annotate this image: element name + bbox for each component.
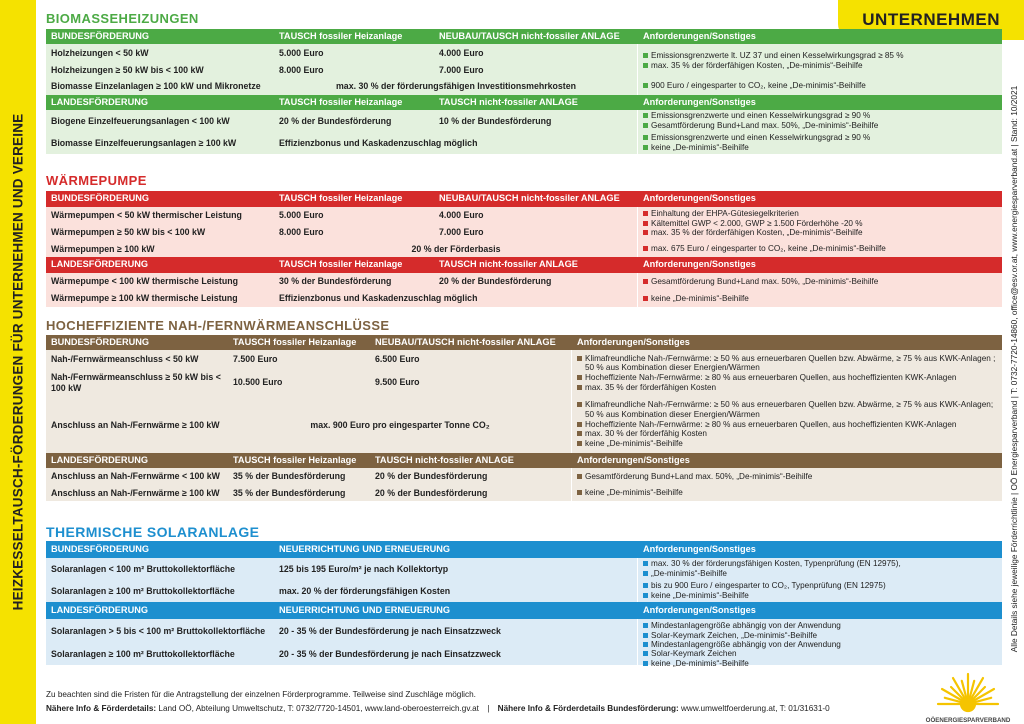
row-value-a: 35 % der Bundesförderung (233, 471, 346, 482)
requirement-item: keine „De-minimis“-Beihilfe (577, 439, 997, 449)
row-label: Wärmepumpe ≥ 100 kW thermische Leistung (51, 293, 238, 304)
requirement-item: Klimafreundliche Nah-/Fernwärme: ≥ 50 % aus erneuerbaren Quellen bzw. Abwärme, ≥ 75 % aus KWK-Anlagen ; 50 % aus Kombination dieser Energien/Wärmen (577, 354, 997, 373)
right-info-bar (1004, 48, 1024, 690)
header-cell: Anforderungen/Sonstiges (643, 96, 756, 107)
header-cell: Anforderungen/Sonstiges (577, 336, 690, 347)
header-cell: LANDESFÖRDERUNG (51, 604, 148, 615)
divider (637, 558, 638, 580)
row-value-b: 6.500 Euro (375, 353, 420, 364)
section-title-fw: HOCHEFFIZIENTE NAH-/FERNWÄRMEANSCHLÜSSE (46, 318, 390, 333)
row-value-b: 10 % der Bundesförderung (439, 115, 552, 126)
row-label: Solaranlagen ≥ 100 m² Bruttokollektorfläche (51, 648, 235, 659)
requirements (638, 273, 1002, 290)
footer-bund-label: Nähere Info & Förderdetails Bundesförderung: (497, 704, 679, 713)
footer-info (46, 704, 830, 713)
table-bio (46, 29, 1002, 167)
table-row (46, 485, 1002, 502)
header-cell: LANDESFÖRDERUNG (51, 96, 148, 107)
energiesparverband-logo (925, 660, 1011, 724)
row-label: Holzheizungen ≥ 50 kW bis < 100 kW (51, 64, 204, 75)
requirements (638, 580, 1002, 602)
table-row (46, 110, 1002, 133)
requirement-item: Emissionsgrenzwerte und einen Kesselwirkungsgrad ≥ 90 % (643, 133, 997, 143)
requirement-item: Einhaltung der EHPA-Gütesiegelkriterien (643, 209, 997, 219)
requirement-item: Solar-Keymark Zeichen (643, 649, 997, 659)
table-fw (46, 335, 1002, 517)
requirement-item: Kältemittel GWP < 2.000, GWP ≥ 1.500 Förderhöhe -20 % (643, 219, 997, 229)
table-header-bund (46, 541, 1002, 558)
table-header-bund (46, 191, 1002, 207)
section-title-wp: WÄRMEPUMPE (46, 173, 147, 188)
row-label: Biomasse Einzelfeuerungsanlagen ≥ 100 kW (51, 137, 237, 148)
requirements (638, 558, 1002, 580)
requirement-item: „De-minimis“-Beihilfe (643, 569, 997, 579)
row-label: Nah-/Fernwärmeanschluss < 50 kW (51, 353, 199, 364)
divider (637, 273, 638, 290)
header-cell: TAUSCH nicht-fossiler ANLAGE (439, 96, 578, 107)
table-wp (46, 191, 1002, 312)
requirements-group-1 (638, 207, 1002, 240)
requirement-item: max. 35 % der förderfähigen Kosten, „De-minimis“-Beihilfe (643, 228, 997, 238)
requirement-item: Klimafreundliche Nah-/Fernwärme: ≥ 50 % aus erneuerbaren Quellen bzw. Abwärme, ≥ 75 % aus KWK-Anlagen; 50 % aus Kombination dieser Energien/Wärmen (577, 400, 997, 419)
divider (571, 468, 572, 485)
row-value-b: 7.000 Euro (439, 227, 484, 238)
divider (571, 485, 572, 501)
requirement-item: max. 35 % der förderfähigen Kosten (577, 383, 997, 393)
requirements (638, 132, 1002, 154)
table-sol (46, 541, 1002, 687)
divider (637, 290, 638, 307)
requirement-item: keine „De-minimis“-Beihilfe (643, 591, 997, 601)
header-cell: Anforderungen/Sonstiges (577, 454, 690, 465)
row-span-value: Effizienzbonus und Kaskadenzuschlag möglich (279, 293, 478, 304)
header-cell: Anforderungen/Sonstiges (643, 543, 756, 554)
row-value-a: 30 % der Bundesförderung (279, 276, 392, 287)
requirement-item: Solar-Keymark Zeichen, „De-minimis“-Beihilfe (643, 631, 997, 641)
requirements (572, 485, 1002, 501)
header-cell: Anforderungen/Sonstiges (643, 259, 756, 270)
row-label: Anschluss an Nah-/Fernwärme < 100 kW (51, 471, 220, 482)
footer-land-label: Nähere Info & Förderdetails: (46, 704, 157, 713)
row-value: 20 - 35 % der Bundesförderung je nach Einsatzzweck (279, 625, 501, 636)
divider (637, 132, 638, 154)
table-header-land (46, 95, 1002, 110)
requirements-group-1 (638, 44, 1002, 77)
requirement-item: Mindestanlagengröße abhängig von der Anwendung (643, 640, 997, 650)
divider (637, 110, 638, 132)
section-title-sol: THERMISCHE SOLARANLAGE (46, 524, 260, 540)
requirements-group-2 (638, 78, 1002, 94)
row-label: Solaranlagen > 5 bis < 100 m² Bruttokollektorfläche (51, 625, 266, 636)
header-cell: NEUBAU/TAUSCH nicht-fossiler ANLAGE (439, 193, 620, 204)
row-value-b: 9.500 Euro (375, 377, 420, 388)
requirement-item: max. 675 Euro / eingesparter to CO₂, keine „De-minimis“-Beihilfe (643, 244, 997, 254)
header-cell: TAUSCH fossiler Heizanlage (279, 30, 403, 41)
table-row (46, 468, 1002, 486)
row-value-b: 20 % der Bundesförderung (375, 471, 488, 482)
table-row (46, 580, 1002, 603)
divider (637, 580, 638, 602)
row-value-a: 5.000 Euro (279, 47, 324, 58)
requirement-item: max. 35 % der förderfähigen Kosten, „De-minimis“-Beihilfe (643, 61, 997, 71)
requirements-group-2 (572, 397, 1002, 452)
header-cell: Anforderungen/Sonstiges (643, 193, 756, 204)
requirements (572, 468, 1002, 485)
row-label: Biomasse Einzelanlagen ≥ 100 kW und Mikronetze (51, 81, 261, 92)
table-header-bund (46, 335, 1002, 350)
table-header-land (46, 602, 1002, 619)
table-row (46, 558, 1002, 581)
row-span-value: max. 30 % der förderungsfähigen Investitionsmehrkosten (335, 81, 577, 92)
table-header-land (46, 453, 1002, 468)
footer-note: Zu beachten sind die Fristen für die Antragstellung der einzelnen Förderprogramme. Teilweise sind Zuschläge möglich. (46, 690, 476, 699)
requirement-item: bis zu 900 Euro / eingesparter to CO₂, Typenprüfung (EN 12975) (643, 581, 997, 591)
header-cell: LANDESFÖRDERUNG (51, 454, 148, 465)
row-value-b: 4.000 Euro (439, 47, 484, 58)
header-cell: BUNDESFÖRDERUNG (51, 30, 150, 41)
requirement-item: keine „De-minimis“-Beihilfe (643, 294, 997, 304)
row-label: Wärmepumpe < 100 kW thermische Leistung (51, 276, 238, 287)
table-header-land (46, 257, 1002, 273)
row-value: 20 - 35 % der Bundesförderung je nach Einsatzzweck (279, 648, 501, 659)
requirement-item: Hocheffiziente Nah-/Fernwärme: ≥ 80 % aus erneuerbaren Quellen, aus hocheffizienten KWK-Anlagen (577, 420, 997, 430)
table-header-bund (46, 29, 1002, 44)
header-cell: TAUSCH fossiler Heizanlage (233, 454, 357, 465)
row-value-b: 4.000 Euro (439, 210, 484, 221)
requirement-item: Gesamtförderung Bund+Land max. 50%, „De-minimis“-Beihilfe (643, 121, 997, 131)
row-value-b: 20 % der Bundesförderung (439, 276, 552, 287)
footer-land: Land OÖ, Abteilung Umweltschutz, T: 0732/7720-14501, www.land-oberoesterreich.gv.at (158, 704, 479, 713)
row-span-value: max. 900 Euro pro eingesparter Tonne CO₂ (310, 419, 490, 430)
section-title-bio: BIOMASSEHEIZUNGEN (46, 11, 199, 26)
requirement-item: Mindestanlagengröße abhängig von der Anwendung (643, 621, 997, 631)
header-cell: Anforderungen/Sonstiges (643, 30, 756, 41)
row-value-a: 5.000 Euro (279, 210, 324, 221)
header-cell: TAUSCH fossiler Heizanlage (279, 96, 403, 107)
footer-separator: | (487, 704, 490, 713)
row-label: Holzheizungen < 50 kW (51, 47, 149, 58)
header-cell: NEUERRICHTUNG UND ERNEUERUNG (279, 604, 450, 615)
row-value-a: 35 % der Bundesförderung (233, 487, 346, 498)
row-label: Nah-/Fernwärmeanschluss ≥ 50 kW bis < 100 kW (51, 371, 221, 393)
requirements-group-1 (572, 350, 1002, 396)
divider (637, 643, 638, 665)
row-value-a: 7.500 Euro (233, 353, 278, 364)
sun-core (961, 697, 975, 711)
requirements-group-2 (638, 241, 1002, 256)
requirement-item: keine „De-minimis“-Beihilfe (577, 488, 997, 498)
row-label: Biogene Einzelfeuerungsanlagen < 100 kW (51, 115, 230, 126)
side-note: Alle Details siehe jeweilige Förderrichtlinie | OÖ Energiesparverband | T: 0732-7720-14860, office@esv.or.at, www.energiesparverband.at | Stand: 10/2021 (1009, 85, 1019, 653)
header-cell: BUNDESFÖRDERUNG (51, 336, 150, 347)
row-label: Anschluss an Nah-/Fernwärme ≥ 100 kW (51, 419, 220, 430)
header-cell: TAUSCH fossiler Heizanlage (233, 336, 357, 347)
header-cell: TAUSCH fossiler Heizanlage (279, 259, 403, 270)
requirement-item: max. 30 % der förderungsfähigen Kosten, Typenprüfung (EN 12975), (643, 559, 997, 569)
header-cell: TAUSCH nicht-fossiler ANLAGE (375, 454, 514, 465)
requirement-item: keine „De-minimis“-Beihilfe (643, 143, 997, 153)
row-value-b: 20 % der Bundesförderung (375, 487, 488, 498)
row-value-a: 10.500 Euro (233, 377, 283, 388)
badge-label: UNTERNEHMEN (862, 10, 1000, 29)
requirement-item: max. 30 % der förderfähig Kosten (577, 429, 997, 439)
row-label: Wärmepumpen < 50 kW thermischer Leistung (51, 210, 242, 221)
row-label: Solaranlagen ≥ 100 m² Bruttokollektorfläche (51, 585, 235, 596)
requirements (638, 290, 1002, 307)
header-cell: Anforderungen/Sonstiges (643, 604, 756, 615)
header-cell: NEUERRICHTUNG UND ERNEUERUNG (279, 543, 450, 554)
requirement-item: Gesamtförderung Bund+Land max. 50%, „De-minimis“-Beihilfe (643, 277, 997, 287)
row-value-a: 8.000 Euro (279, 227, 324, 238)
header-cell: NEUBAU/TAUSCH nicht-fossiler ANLAGE (439, 30, 620, 41)
row-label: Solaranlagen < 100 m² Bruttokollektorfläche (51, 563, 236, 574)
table-row (46, 290, 1002, 308)
requirement-item: Emissionsgrenzwerte und einen Kesselwirkungsgrad ≥ 90 % (643, 111, 997, 121)
requirement-item: Hocheffiziente Nah-/Fernwärme: ≥ 80 % aus erneuerbaren Quellen, aus hocheffizienten KWK-Anlagen (577, 373, 997, 383)
header-cell: BUNDESFÖRDERUNG (51, 543, 150, 554)
requirements (638, 110, 1002, 132)
row-label: Anschluss an Nah-/Fernwärme ≥ 100 kW (51, 487, 220, 498)
left-title-bar (0, 0, 36, 724)
row-value: max. 20 % der förderungsfähigen Kosten (279, 585, 451, 596)
row-value-b: 7.000 Euro (439, 64, 484, 75)
row-label: Wärmepumpen ≥ 50 kW bis < 100 kW (51, 227, 206, 238)
logo-text: OÖENERGIESPARVERBAND (925, 717, 1011, 724)
requirement-item: Emissionsgrenzwerte lt. UZ 37 und einen Kesselwirkungsgrad ≥ 85 % (643, 51, 997, 61)
row-label: Wärmepumpen ≥ 100 kW (51, 243, 155, 254)
requirement-item: Gesamtförderung Bund+Land max. 50%, „De-minimis“-Beihilfe (577, 472, 997, 482)
table-row (46, 273, 1002, 291)
row-span-value: 20 % der Förderbasis (411, 243, 501, 254)
header-cell: BUNDESFÖRDERUNG (51, 193, 150, 204)
row-value-a: 8.000 Euro (279, 64, 324, 75)
table-row (46, 639, 1002, 668)
row-value: 125 bis 195 Euro/m² je nach Kollektortyp (279, 563, 449, 574)
header-cell: TAUSCH nicht-fossiler ANLAGE (439, 259, 578, 270)
row-span-value: Effizienzbonus und Kaskadenzuschlag möglich (279, 137, 478, 148)
requirement-item: keine „De-minimis“-Beihilfe (643, 659, 997, 669)
side-title: HEIZKESSELTAUSCH-FÖRDERUNGEN FÜR UNTERNEHMEN UND VEREINE (10, 113, 26, 611)
divider (637, 619, 638, 643)
requirement-item: 900 Euro / eingesparter to CO₂, keine „De-minimis“-Beihilfe (643, 81, 997, 91)
header-cell: LANDESFÖRDERUNG (51, 259, 148, 270)
header-cell: TAUSCH fossiler Heizanlage (279, 193, 403, 204)
header-cell: NEUBAU/TAUSCH nicht-fossiler ANLAGE (375, 336, 556, 347)
row-value-a: 20 % der Bundesförderung (279, 115, 392, 126)
footer-bund: www.umweltfoerderung.at, T: 01/31631-0 (681, 704, 830, 713)
table-row (46, 132, 1002, 155)
